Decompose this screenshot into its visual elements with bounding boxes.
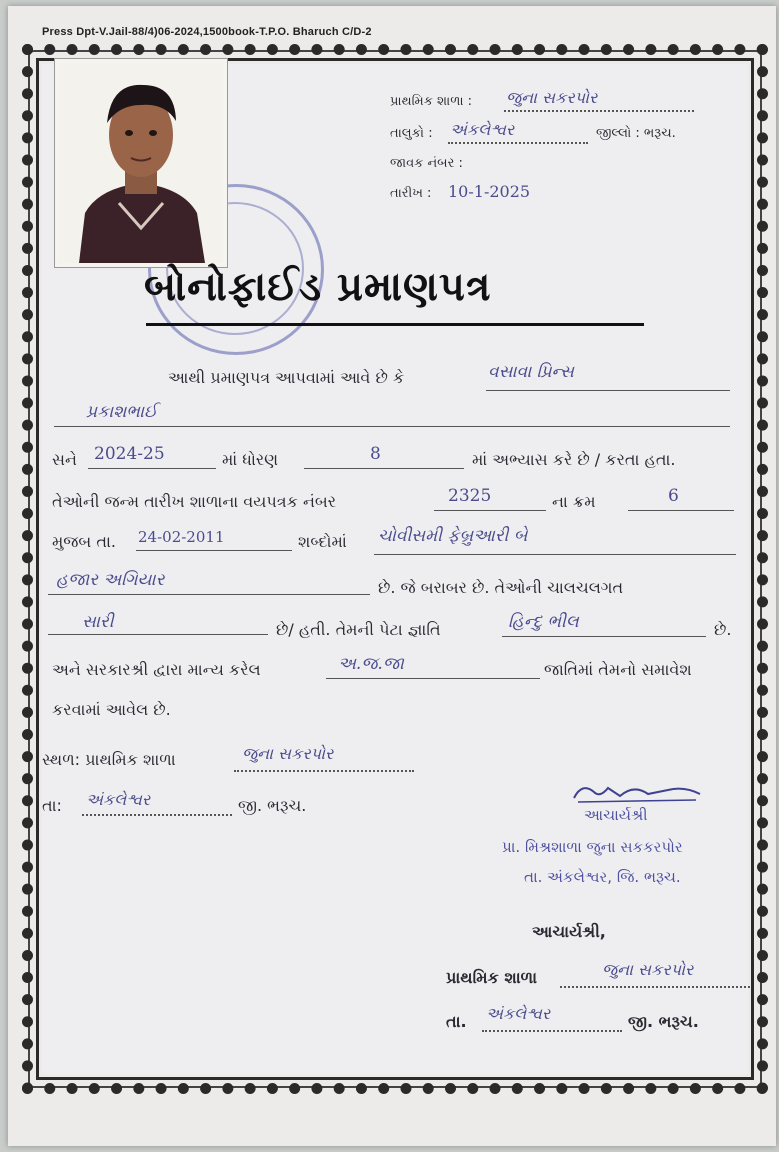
line8-b: જાતિમાં તેમનો સમાવેશ [544, 660, 692, 679]
ta-value: અંકલેશ્વર [86, 790, 151, 809]
line1-underline [486, 390, 730, 391]
ji-label: જી. ભરૂચ. [238, 796, 307, 815]
stamp-line2: પ્રા. મિશ્રશાળા જુના સકકરપોર [502, 838, 683, 856]
taluka-label: તાલુકો : [390, 126, 433, 141]
caste-underline [502, 636, 706, 637]
line7-c: છે. [714, 620, 732, 639]
reg-underline [434, 510, 546, 511]
line3-c: માં અભ્યાસ કરે છે / કરતા હતા. [472, 450, 676, 469]
line5-b: શબ્દોમાં [298, 532, 347, 551]
conduct-value: સારી [82, 612, 114, 632]
school-dots [504, 110, 694, 112]
footer-ji-label: જી. ભરૂચ. [628, 1012, 699, 1031]
press-line: Press Dpt-V.Jail-88/4)06-2024,1500book-T.P.O. Bharuch C/D-2 [42, 26, 372, 38]
serial-number: 6 [668, 486, 679, 506]
student-photo-image [59, 63, 223, 263]
footer-school-dots [560, 986, 750, 988]
school-label: પ્રાથમિક શાળા : [390, 94, 473, 109]
stamp-line3: તા. અંકલેશ્વર, જિ. ભરૂચ. [524, 868, 681, 886]
words-underline-1 [374, 554, 736, 555]
student-photo [54, 58, 228, 268]
line3-b: માં ધોરણ [222, 450, 279, 469]
line6-b: છે. જે બરાબર છે. તેઓની ચાલચલગત [378, 578, 624, 597]
year-underline [88, 468, 216, 469]
serial-underline [628, 510, 734, 511]
district-label: જીલ્લો : ભરૂચ. [596, 126, 676, 141]
line4-a: તેઓની જન્મ તારીખ શાળાના વયપત્રક નંબર [52, 492, 336, 511]
line2-underline [54, 426, 730, 427]
taluka-value: અંકલેશ્વર [450, 120, 515, 139]
category-underline [326, 678, 540, 679]
ta-dots [82, 814, 232, 816]
place-label: સ્થળ: પ્રાથમિક શાળા [42, 750, 176, 769]
birth-date-words-2: હજાર અગિયાર [56, 570, 165, 590]
standard-value: 8 [370, 444, 381, 464]
school-value: જુના સકરપોર [506, 88, 598, 107]
birth-date: 24-02-2011 [138, 528, 225, 546]
place-value: જુના સકરપોર [242, 744, 334, 763]
line5-a: મુજબ તા. [52, 532, 116, 551]
ta-label: તા: [42, 796, 62, 815]
place-dots [234, 770, 414, 772]
sub-caste-value: હિન્દુ ભીલ [508, 612, 579, 632]
title-underline [146, 323, 644, 326]
footer-ta-value: અંકલેશ્વર [486, 1004, 551, 1023]
footer-school-label: પ્રાથમિક શાળા [446, 968, 538, 987]
words-underline-2 [48, 594, 370, 595]
certificate-page [8, 6, 776, 1146]
line4-b: ના ક્રમ [552, 492, 596, 511]
std-underline [304, 468, 464, 469]
footer-school-value: જુના સકરપોર [602, 960, 694, 979]
principal-title: આચાર્યશ્રી, [532, 922, 606, 941]
principal-signature [568, 778, 708, 808]
footer-ta-label: તા. [446, 1012, 467, 1031]
certificate-title: બોનોફાઈડ પ્રમાણપત્ર [144, 264, 492, 310]
line9: કરવામાં આવેલ છે. [52, 700, 171, 719]
student-name-part2: પ્રકાશભાઈ [86, 402, 158, 422]
birth-date-words-1: ચોવીસમી ફેબ્રુઆરી બે [378, 526, 528, 546]
register-number: 2325 [448, 486, 492, 506]
stamp-line1: આચાર્યશ્રી [584, 806, 648, 824]
date-value: 10-1-2025 [448, 182, 531, 201]
date-label: તારીખ : [390, 186, 432, 201]
line8-a: અને સરકારશ્રી દ્વારા માન્ય કરેલ [52, 660, 261, 679]
footer-ta-dots [482, 1030, 622, 1032]
academic-year: 2024-25 [94, 444, 165, 464]
category-value: અ.જ.જા [338, 654, 404, 674]
body-line1-prefix: આથી પ્રમાણપત્ર આપવામાં આવે છે કે [168, 368, 405, 387]
conduct-underline [48, 634, 268, 635]
line7-b: છે/ હતી. તેમની પેટા જ્ઞાતિ [276, 620, 441, 639]
dob-underline [136, 550, 292, 551]
student-name-part1: વસાવા પ્રિન્સ [488, 362, 574, 382]
taluka-dots [448, 142, 588, 144]
outward-label: જાવક નંબર : [390, 156, 463, 171]
line3-a: સને [52, 450, 77, 469]
